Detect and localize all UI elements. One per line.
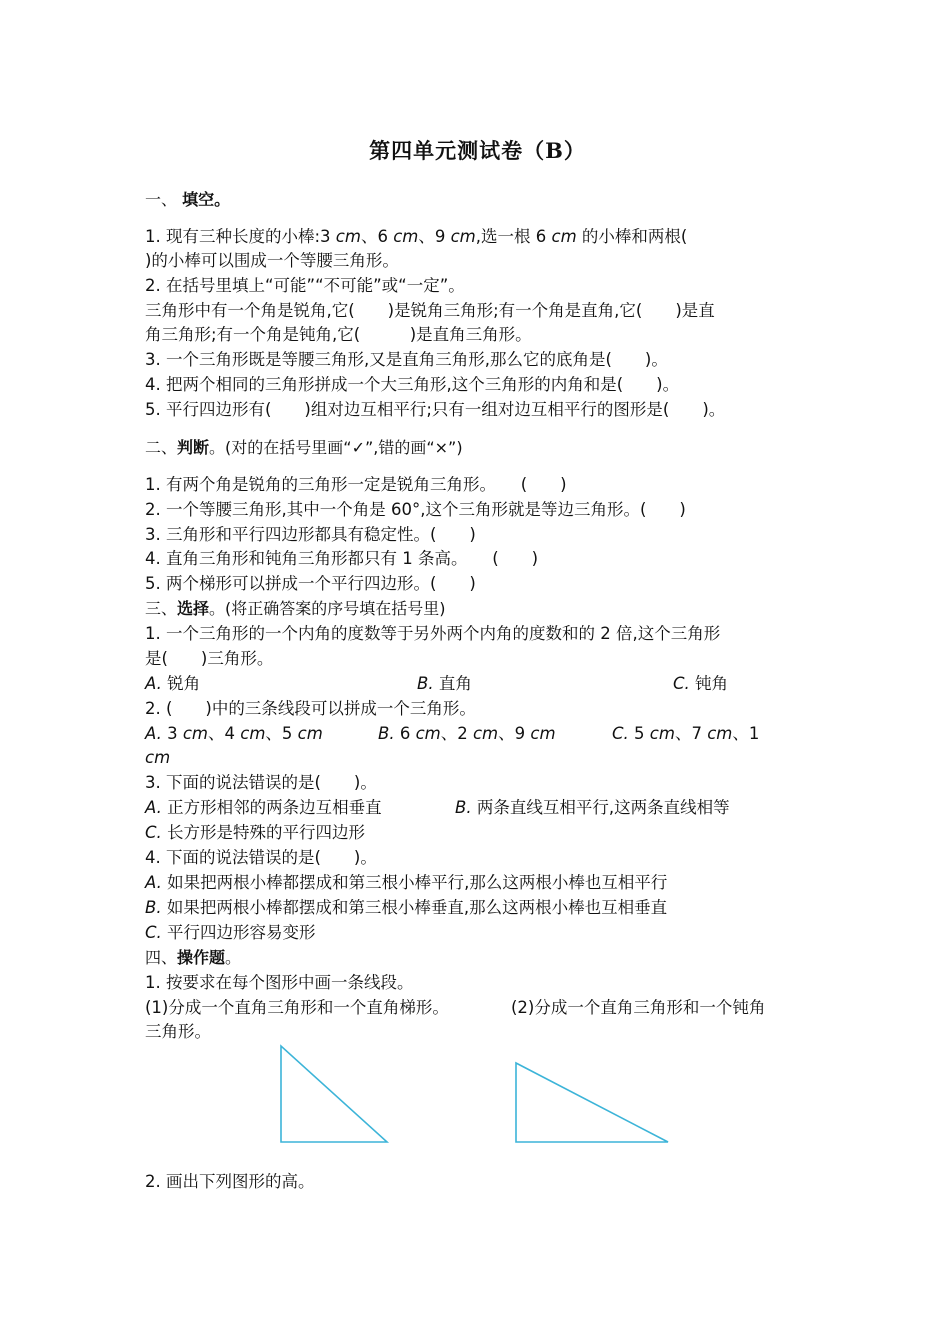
fill-q1-line1: 1. 现有三种长度的小棒:3 cm、6 cm、9 cm,选一根 6 cm 的小棒和两根( — [145, 227, 688, 246]
choice-q4-option-a: A. 如果把两根小棒都摆成和第三根小棒平行,那么这两根小棒也互相平行 — [145, 873, 668, 892]
choice-q4: 4. 下面的说法错误的是( )。 — [145, 848, 377, 867]
section-2-heading: 二、判断。(对的在括号里画“✓”,错的画“×”) — [145, 438, 463, 457]
ops-q2: 2. 画出下列图形的高。 — [145, 1172, 315, 1191]
right-triangle-figure-1 — [270, 1038, 400, 1150]
choice-q2-option-a: A. 3 cm、4 cm、5 cm — [145, 724, 323, 743]
ops-q1-sub1: (1)分成一个直角三角形和一个直角梯形。 — [145, 998, 449, 1017]
ops-q1-subparts — [145, 996, 810, 1020]
choice-q1-option-c: C. 钝角 — [673, 674, 729, 693]
judge-q1: 1. 有两个角是锐角的三角形一定是锐角三角形。 ( ) — [145, 475, 567, 494]
choice-q4-option-b: B. 如果把两根小棒都摆成和第三根小棒垂直,那么这两根小棒也互相垂直 — [145, 898, 668, 917]
fill-q2-line3: 角三角形;有一个角是钝角,它( )是直角三角形。 — [145, 325, 532, 344]
choice-q1-option-a: A. 锐角 — [145, 674, 201, 693]
choice-q3: 3. 下面的说法错误的是( )。 — [145, 773, 377, 792]
choice-q2-option-c-unit: cm — [145, 748, 171, 767]
triangle-2-shape — [516, 1063, 668, 1142]
fill-q3: 3. 一个三角形既是等腰三角形,又是直角三角形,那么它的底角是( )。 — [145, 350, 668, 369]
ops-q1-sub2: (2)分成一个直角三角形和一个钝角 — [511, 998, 766, 1017]
judge-q4: 4. 直角三角形和钝角三角形都只有 1 条高。 ( ) — [145, 549, 539, 568]
check-mark-icon: ✓ — [351, 438, 365, 457]
choice-q1-options — [145, 672, 810, 696]
judge-q3: 3. 三角形和平行四边形都具有稳定性。( ) — [145, 525, 476, 544]
section-1-heading: 一、 填空。 — [145, 190, 231, 209]
choice-q2-option-c: C. 5 cm、7 cm、1 — [612, 724, 760, 743]
choice-q2: 2. ( )中的三条线段可以拼成一个三角形。 — [145, 699, 476, 718]
section-4-heading: 四、操作题。 — [145, 948, 242, 967]
choice-q1-line1: 1. 一个三角形的一个内角的度数等于另外两个内角的度数和的 2 倍,这个三角形 — [145, 624, 721, 643]
choice-q1-option-b: B. 直角 — [417, 674, 472, 693]
choice-q3-option-a: A. 正方形相邻的两条边互相垂直 — [145, 798, 382, 817]
choice-q3-option-c: C. 长方形是特殊的平行四边形 — [145, 823, 366, 842]
fill-q4: 4. 把两个相同的三角形拼成一个大三角形,这个三角形的内角和是( )。 — [145, 375, 680, 394]
choice-q3-options-ab — [145, 796, 810, 820]
choice-q4-option-c: C. 平行四边形容易变形 — [145, 923, 316, 942]
judge-q5: 5. 两个梯形可以拼成一个平行四边形。( ) — [145, 574, 476, 593]
choice-q2-options — [145, 722, 810, 746]
section-3-heading: 三、选择。(将正确答案的序号填在括号里) — [145, 599, 446, 618]
fill-q5: 5. 平行四边形有( )组对边互相平行;只有一组对边互相平行的图形是( )。 — [145, 400, 726, 419]
judge-q2: 2. 一个等腰三角形,其中一个角是 60°,这个三角形就是等边三角形。( ) — [145, 500, 686, 519]
fill-q2-line2: 三角形中有一个角是锐角,它( )是锐角三角形;有一个角是直角,它( )是直 — [145, 301, 715, 320]
triangle-1-shape — [281, 1046, 387, 1142]
page-title: 第四单元测试卷（B） — [369, 138, 586, 163]
right-triangle-figure-2 — [505, 1055, 680, 1150]
fill-q1-line2: )的小棒可以围成一个等腰三角形。 — [145, 251, 399, 270]
choice-q3-option-b: B. 两条直线互相平行,这两条直线相等 — [455, 798, 730, 817]
choice-q1-line2: 是( )三角形。 — [145, 649, 274, 668]
ops-q1-sub2-line2: 三角形。 — [145, 1022, 211, 1041]
ops-q1: 1. 按要求在每个图形中画一条线段。 — [145, 973, 414, 992]
fill-q2-line1: 2. 在括号里填上“可能”“不可能”或“一定”。 — [145, 276, 465, 295]
choice-q2-option-b: B. 6 cm、2 cm、9 cm — [378, 724, 556, 743]
